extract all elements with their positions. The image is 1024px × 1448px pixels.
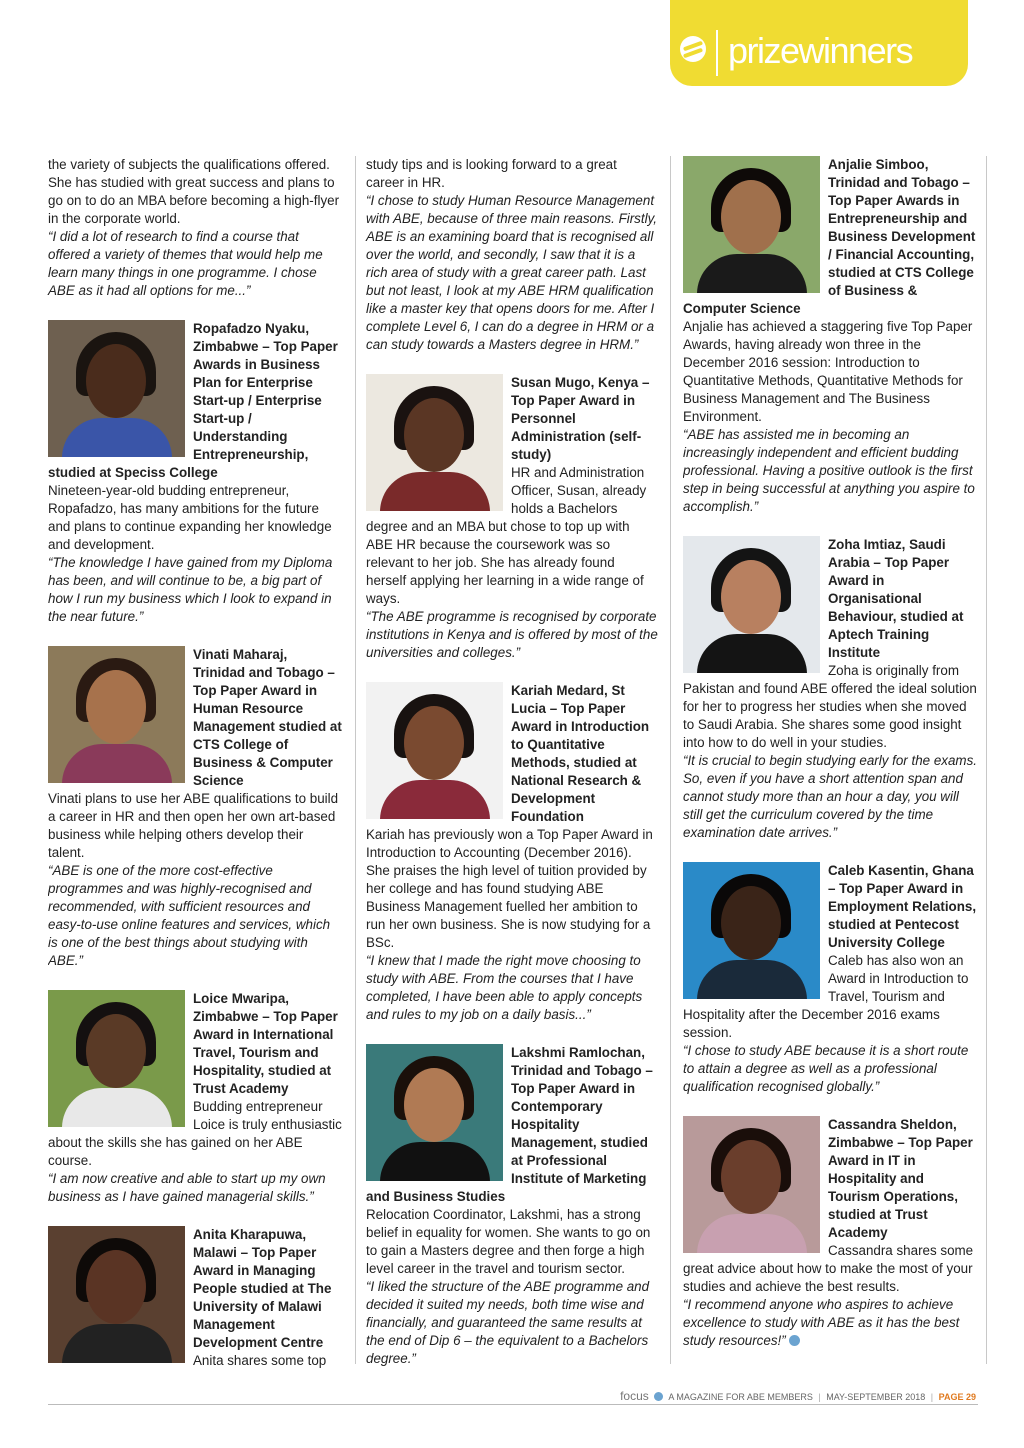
abe-logo-icon bbox=[654, 1392, 663, 1401]
column-rule bbox=[670, 156, 671, 1364]
profile-kariah bbox=[366, 682, 658, 1024]
profile-zoha bbox=[683, 536, 979, 842]
footer-divider: | bbox=[818, 1392, 821, 1402]
winner-quote: “I recommend anyone who aspires to achieve excellence to study with ABE as it has the best study resources!” bbox=[683, 1297, 960, 1348]
section-title: prizewinners bbox=[728, 30, 913, 71]
portrait-photo bbox=[48, 990, 185, 1127]
tab-divider bbox=[716, 30, 718, 76]
portrait-photo bbox=[366, 374, 503, 511]
intro-quote: “I did a lot of research to find a course that offered a variety of themes that would help me learn many things in one programme. I chose ABE as it had all options for me...” bbox=[48, 229, 323, 298]
winner-quote: “The ABE programme is recognised by corporate institutions in Kenya and is offered by most of the universities and colleges.” bbox=[366, 609, 658, 660]
winner-name: Susan Mugo, Kenya – Top Paper Award in Personnel Administration (self-study) bbox=[511, 375, 650, 462]
profile-lakshmi bbox=[366, 1044, 658, 1368]
portrait-photo bbox=[366, 1044, 503, 1181]
profile-susan bbox=[366, 374, 658, 662]
intro-text: study tips and is looking forward to a great career in HR. bbox=[366, 157, 617, 190]
winner-quote: “I chose to study ABE because it is a short route to attain a degree as well as a professional qualification recognised globally.” bbox=[683, 1043, 969, 1094]
winner-name: Caleb Kasentin, Ghana – Top Paper Award in Employment Relations, studied at Pentecost University College bbox=[828, 863, 977, 950]
intro-text: the variety of subjects the qualifications offered. She has studied with great success and plans to go on to do an MBA before becoming a high-flyer in the corporate world. bbox=[48, 157, 340, 226]
column-2 bbox=[366, 156, 658, 1368]
portrait-photo bbox=[683, 536, 820, 673]
profile-loice bbox=[48, 990, 342, 1206]
winner-name: Vinati Maharaj, Trinidad and Tobago – Top Paper Award in Human Resource Management studied at CTS College of Business & Computer Science bbox=[193, 647, 342, 788]
winner-quote: “ABE has assisted me in becoming an increasingly independent and efficient budding professional. Having a positive outlook is the first step in being successful at anything you aspire to accomplish.” bbox=[683, 427, 975, 514]
footer-rule bbox=[48, 1404, 978, 1405]
winner-name: Loice Mwaripa, Zimbabwe – Top Paper Award in International Travel, Tourism and Hospitality, studied at Trust Academy bbox=[193, 991, 338, 1096]
portrait-photo bbox=[48, 646, 185, 783]
winner-quote: “The knowledge I have gained from my Diploma has been, and will continue to be, a big part of how I run my business which I look to expand in the near future.” bbox=[48, 555, 333, 624]
portrait-photo bbox=[683, 156, 820, 293]
winner-quote: “I knew that I made the right move choosing to study with ABE. From the courses that I have completed, I have been able to apply concepts and rules to my job on a daily basis...” bbox=[366, 953, 643, 1022]
abe-logo-icon bbox=[789, 1335, 800, 1346]
portrait-photo bbox=[48, 320, 185, 457]
winner-bio: Zoha is originally from Pakistan and found ABE offered the ideal solution for her to progress her studies when she moved to Saudi Arabia. She shares some good insight into how to do well in your studies. bbox=[683, 663, 977, 750]
winner-name: Cassandra Sheldon, Zimbabwe – Top Paper Award in IT in Hospitality and Tourism Operations, studied at Trust Academy bbox=[828, 1117, 973, 1240]
winner-bio: Nineteen-year-old budding entrepreneur, Ropafadzo, has many ambitions for the future and plans to continue expanding her knowledge and development. bbox=[48, 483, 332, 552]
winner-name: Anita Kharapuwa, Malawi – Top Paper Award in Managing People studied at The University of Malawi Management Development Centre bbox=[193, 1227, 332, 1350]
winner-bio: HR and Administration Officer, Susan, already holds a Bachelors degree and an MBA but chose to top up with ABE HR because the coursework was so relevant to her job. She has already found herself applying her learning in a wide range of ways. bbox=[366, 465, 647, 606]
footer-issue: MAY-SEPTEMBER 2018 bbox=[826, 1392, 926, 1402]
winner-name: Anjalie Simboo, Trinidad and Tobago – Top Paper Awards in Entrepreneurship and Business Development / Financial Accounting, studied at CTS College of Business & Computer Science bbox=[683, 157, 976, 316]
winner-quote: “It is crucial to begin studying early for the exams. So, even if you have a short attention span and cannot study more than an hour a day, you will still get the curriculum covered by the time examination date arrives.” bbox=[683, 753, 977, 840]
portrait-photo bbox=[683, 1116, 820, 1253]
winner-name: Kariah Medard, St Lucia – Top Paper Award in Introduction to Quantitative Methods, studied at National Research & Development Foundation bbox=[511, 683, 650, 824]
abe-logo-icon bbox=[680, 36, 706, 62]
column-rule bbox=[355, 156, 356, 1364]
footer-divider: | bbox=[930, 1392, 934, 1402]
winner-name: Zoha Imtiaz, Saudi Arabia – Top Paper Award in Organisational Behaviour, studied at Aptech Training Institute bbox=[828, 537, 964, 660]
winner-bio: Vinati plans to use her ABE qualifications to build a career in HR and then open her own art-based business while helping others develop their talent. bbox=[48, 791, 339, 860]
winner-name: Ropafadzo Nyaku, Zimbabwe – Top Paper Awards in Business Plan for Enterprise Start-up / Enterprise Start-up / Understanding Entrepreneurship, studied at Speciss College bbox=[48, 321, 338, 480]
portrait-photo bbox=[366, 682, 503, 819]
winner-bio: Relocation Coordinator, Lakshmi, has a strong belief in equality for women. She wants to go on to gain a Masters degree and then forge a high level career in the travel and tourism sector. bbox=[366, 1207, 651, 1276]
portrait-photo bbox=[48, 1226, 185, 1363]
profile-anjalie bbox=[683, 156, 979, 516]
footer-brand: focus bbox=[620, 1389, 649, 1403]
page-number: PAGE 29 bbox=[938, 1392, 976, 1402]
portrait-photo bbox=[683, 862, 820, 999]
page-footer bbox=[620, 1389, 976, 1403]
winner-quote: “I liked the structure of the ABE programme and decided it suited my needs, both time wise and financially, and guaranteed the same results at the end of Dip 6 – the equivalent to a Bachelors degree.” bbox=[366, 1279, 650, 1366]
column-3 bbox=[683, 156, 979, 1350]
winner-bio: Anjalie has achieved a staggering five Top Paper Awards, having already won three in the December 2016 session: Introduction to Quantitative Methods, Quantitative Methods for Business Management and The Business Environment. bbox=[683, 319, 973, 424]
section-tab bbox=[670, 0, 968, 86]
profile-vinati bbox=[48, 646, 342, 970]
column-rule bbox=[986, 156, 987, 1364]
profile-anita bbox=[48, 1226, 342, 1370]
winner-quote: “ABE is one of the more cost-effective programmes and was highly-recognised and recommended, with sufficient resources and easy-to-use online features and services, which is one of the best things about studying with ABE.” bbox=[48, 863, 331, 968]
winner-name: Lakshmi Ramlochan, Trinidad and Tobago – Top Paper Award in Contemporary Hospitality Management, studied at Professional Institute of Marketing and Business Studies bbox=[366, 1045, 653, 1204]
footer-tagline: A MAGAZINE FOR ABE MEMBERS bbox=[668, 1392, 813, 1402]
intro-quote: “I chose to study Human Resource Management with ABE, because of three main reasons. Firstly, ABE is an examining board that is recognised all over the world, and secondly, I saw that it is a rich area of study with a great career path. Last but not least, I look at my ABE HRM qualification like a master key that opens doors for me. After I complete Level 6, I can do a degree in HRM or a can study towards a Masters degree in HRM.” bbox=[366, 193, 657, 352]
profile-ropafadzo bbox=[48, 320, 342, 626]
profile-cassandra bbox=[683, 1116, 979, 1350]
column-1 bbox=[48, 156, 342, 1370]
winner-bio: Anita shares some top bbox=[193, 1353, 327, 1368]
winner-bio: Cassandra shares some great advice about how to make the most of your studies and achieve the best results. bbox=[683, 1243, 974, 1294]
winner-bio: Kariah has previously won a Top Paper Award in Introduction to Accounting (December 2016). She praises the high level of tuition provided by her college and has found studying ABE Business Management fuelled her ambition to run her own business. She is now studying for a BSc. bbox=[366, 827, 653, 950]
winner-bio: Caleb has also won an Award in Introduction to Travel, Tourism and Hospitality after the December 2016 exams session. bbox=[683, 953, 969, 1040]
winner-bio: Budding entrepreneur Loice is truly enthusiastic about the skills she has gained on her ABE course. bbox=[48, 1099, 342, 1168]
winner-quote: “I am now creative and able to start up my own business as I have gained managerial skills.” bbox=[48, 1171, 326, 1204]
profile-caleb bbox=[683, 862, 979, 1096]
